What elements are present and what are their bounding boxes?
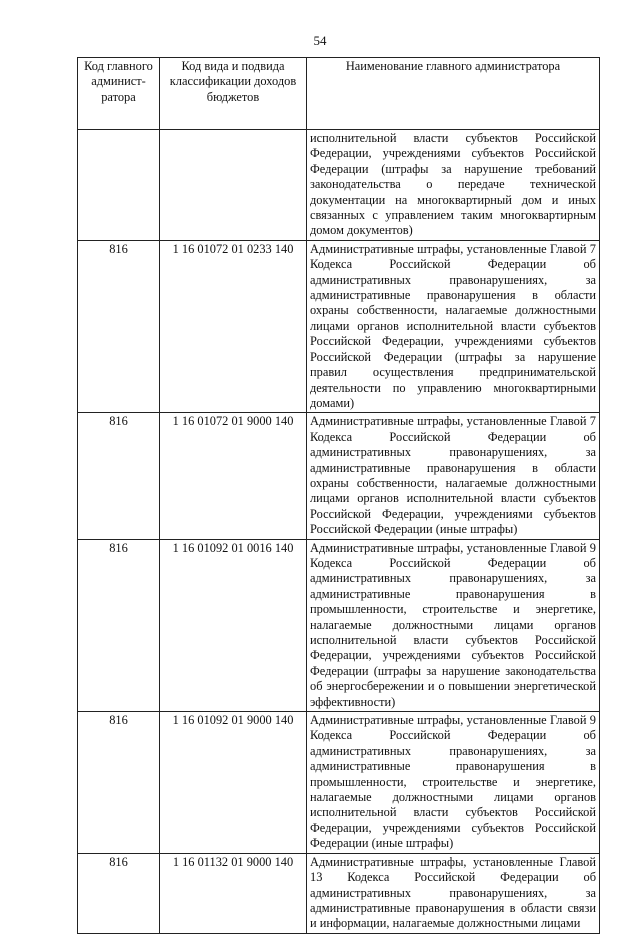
header-admin-code: Код главного админист-ратора xyxy=(78,58,160,130)
income-code-cell xyxy=(160,130,307,241)
header-admin-name: Наименование главного администратора xyxy=(307,58,600,130)
admin-name-cell: исполнительной власти субъектов Российской Федерации, учреждениями субъектов Российской Федерации (штрафы за нарушение требований законодательства о передаче технической документации на многоквартирный дом и иных связанных с управлением таким многоквартирным домом документов) xyxy=(307,130,600,241)
income-code-cell: 1 16 01092 01 9000 140 xyxy=(160,712,307,854)
revenue-classification-table xyxy=(77,57,600,934)
table-row xyxy=(78,240,600,412)
income-code-cell: 1 16 01132 01 9000 140 xyxy=(160,853,307,933)
header-income-code: Код вида и подвида классификации доходов бюджетов xyxy=(160,58,307,130)
page-number: 54 xyxy=(313,33,327,48)
admin-name-cell: Административные штрафы, установленные Главой 7 Кодекса Российской Федерации об административных правонарушениях, за административные правонарушения в области охраны собственности, налагаемые должностными лицами органов исполнительной власти субъектов Российской Федерации, учреждениями субъектов Российской Федерации (иные штрафы) xyxy=(307,413,600,539)
admin-code-cell: 816 xyxy=(78,853,160,933)
table-row xyxy=(78,539,600,711)
admin-name-cell: Административные штрафы, установленные Главой 9 Кодекса Российской Федерации об административных правонарушениях, за административные правонарушения в промышленности, строительстве и энергетике, налагаемые должностными лицами органов исполнительной власти субъектов Российской Федерации, учреждениями субъектов Российской Федерации (иные штрафы) xyxy=(307,712,600,854)
admin-code-cell xyxy=(78,130,160,241)
admin-code-cell: 816 xyxy=(78,413,160,539)
admin-name-cell: Административные штрафы, установленные Главой 7 Кодекса Российской Федерации об административных правонарушениях, за административные правонарушения в области охраны собственности, налагаемые должностными лицами органов исполнительной власти субъектов Российской Федерации, учреждениями субъектов Российской Федерации (штрафы за нарушение правил осуществления предпринимательской деятельности по управлению многоквартирными домами) xyxy=(307,240,600,412)
table-row xyxy=(78,413,600,539)
table-row xyxy=(78,853,600,933)
admin-code-cell: 816 xyxy=(78,240,160,412)
income-code-cell: 1 16 01092 01 0016 140 xyxy=(160,539,307,711)
admin-code-cell: 816 xyxy=(78,539,160,711)
income-code-cell: 1 16 01072 01 0233 140 xyxy=(160,240,307,412)
table-row xyxy=(78,712,600,854)
table-header-row xyxy=(78,58,600,130)
admin-code-cell: 816 xyxy=(78,712,160,854)
admin-name-cell: Административные штрафы, установленные Главой 13 Кодекса Российской Федерации об административных правонарушениях, за административные правонарушения в области связи и информации, налагаемые должностными лицами xyxy=(307,853,600,933)
admin-name-cell: Административные штрафы, установленные Главой 9 Кодекса Российской Федерации об административных правонарушениях, за административные правонарушения в промышленности, строительстве и энергетике, налагаемые должностными лицами органов исполнительной власти субъектов Российской Федерации, учреждениями субъектов Российской Федерации (штрафы за нарушение законодательства об энергосбережении и о повышении энергетической эффективности) xyxy=(307,539,600,711)
table-row xyxy=(78,130,600,241)
income-code-cell: 1 16 01072 01 9000 140 xyxy=(160,413,307,539)
